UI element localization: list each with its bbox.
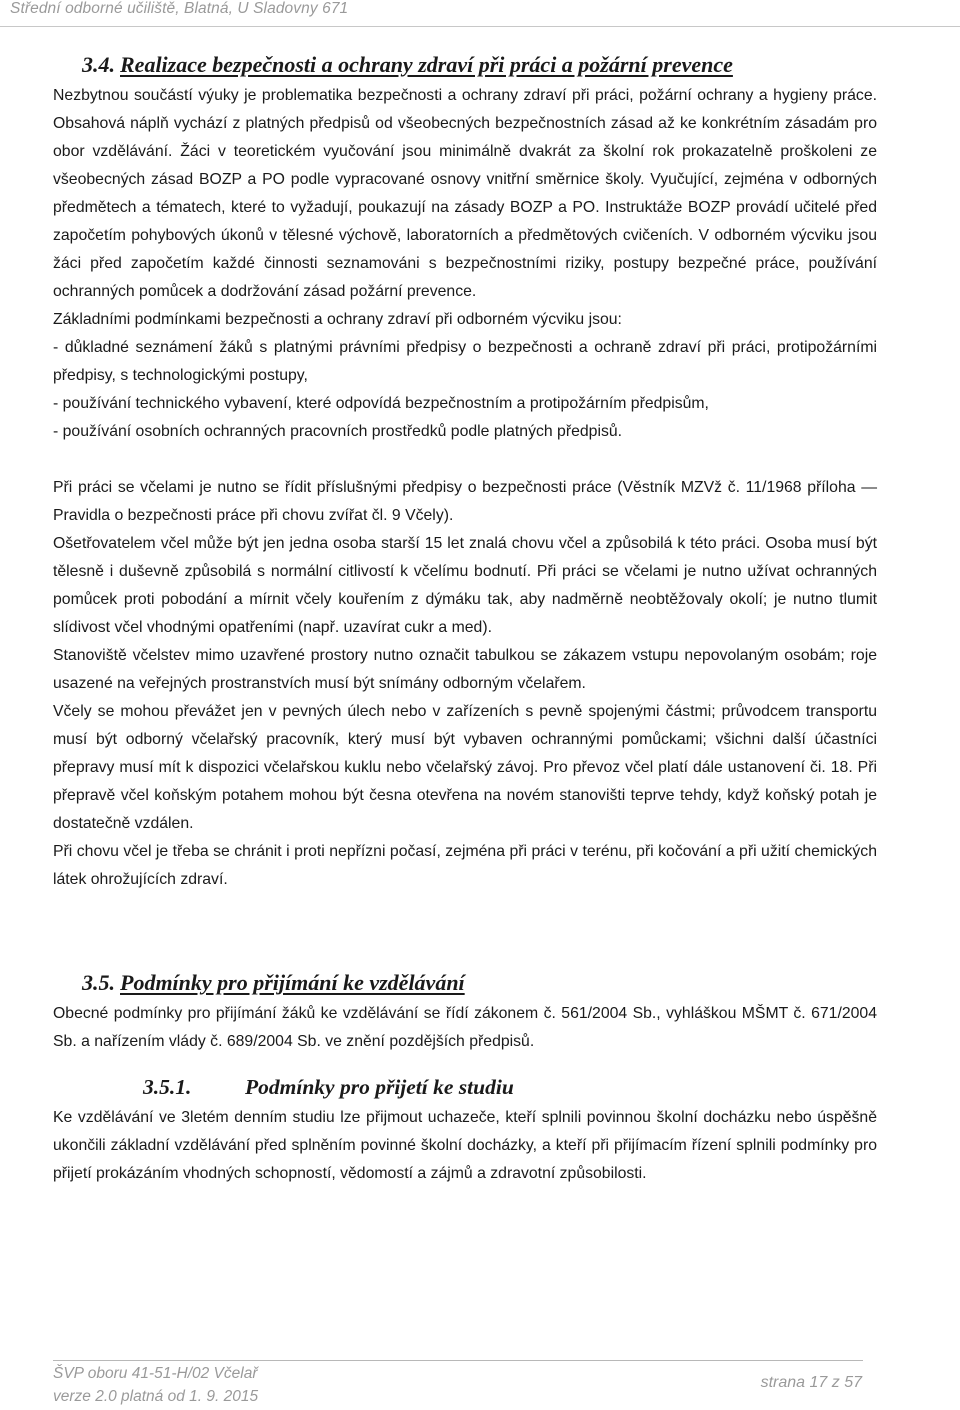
paragraph: Včely se mohou převážet jen v pevných úlech nebo v zařízeních s pevně spojenými částmi; průvodcem transportu musí být odborný včelařský pracovník, který musí být vybaven ochrannými pomůckami; všichni další účastníci přepravy musí mít k dispozici včelařskou kuklu nebo včelařský závoj. Pro převoz včel platí dále ustanovení či. 18. Při přepravě včel koňským potahem mohou být česna otevřena na novém stanovišti teprve tehdy, když koňský potah je dostatečně vzdálen. <box>53 703 877 832</box>
spacer <box>53 1056 877 1070</box>
section-number: 3.4. <box>82 52 115 77</box>
paragraph: Nezbytnou součástí výuky je problematika bezpečnosti a ochrany zdraví při práci, požární ochrany a hygieny práce. Obsahová náplň vychází z platných předpisů od všeobecných bezpečnostních zásad až ke konkrétním zásadám pro obor vzdělávání. Žáci v teoretickém vyučování jsou minimálně dvakrát za školní rok prokazatelně proškoleni ze všeobecných zásad BOZP a PO podle vypracované osnovy vnitřní směrnice školy. Vyučující, zejména v odborných předmětech a tématech, které to vyžadují, poukazují na zásady BOZP a PO. Instruktáže BOZP provádí učitelé před započetím pohybových úkonů v tělesné výchově, laboratorních a předmětových cvičeních. V odborném výcviku jsou žáci před započetím každé činnosti seznamováni s bezpečnostními riziky, postupy bezpečné práce, používání ochranných pomůcek a dodržování zásad požární prevence. <box>53 87 877 300</box>
section-title: Podmínky pro přijímání ke vzdělávání <box>120 970 465 995</box>
footer-divider <box>53 1360 863 1361</box>
paragraph: Základními podmínkami bezpečnosti a ochrany zdraví při odborném výcviku jsou: <box>53 311 622 328</box>
section-heading-3-5 <box>53 966 877 1000</box>
paragraph: Ke vzdělávání ve 3letém denním studiu lze přijmout uchazeče, kteří splnili povinnou školní docházku nebo úspěšně ukončili základní vzdělávání před splněním povinné školní docházky, a kteří při přijímacím řízení splnili podmínky pro přijetí prokázáním vhodných schopností, vědomostí a zájmů a zdravotní způsobilosti. <box>53 1109 877 1182</box>
paragraph: Obecné podmínky pro přijímání žáků ke vzdělávání se řídí zákonem č. 561/2004 Sb., vyhláškou MŠMT č. 671/2004 Sb. a nařízením vlády č. 689/2004 Sb. ve znění pozdějších předpisů. <box>53 1005 877 1050</box>
section-number: 3.5. <box>82 970 115 995</box>
footer-program-info <box>53 1362 258 1408</box>
subsection-number: 3.5.1. <box>143 1075 192 1099</box>
list-item: - důkladné seznámení žáků s platnými právními předpisy o bezpečnosti a ochraně zdraví při práci, protipožárními předpisy, s technologickými postupy, <box>53 339 877 384</box>
section-heading-3-4 <box>53 48 877 82</box>
list-item: - používání technického vybavení, které odpovídá bezpečnostním a protipožárním předpisům, <box>53 395 709 412</box>
paragraph: Při práci se včelami je nutno se řídit příslušnými předpisy o bezpečnosti práce (Věstník MZVž č. 11/1968 příloha — Pravidla o bezpečnosti práce při chovu zvířat čl. 9 Včely). <box>53 479 877 524</box>
section-title: Realizace bezpečnosti a ochrany zdraví při práci a požární prevence <box>120 52 733 77</box>
paragraph: Ošetřovatelem včel může být jen jedna osoba starší 15 let znalá chovu včel a způsobilá k této práci. Osoba musí být tělesně i duševně způsobilá s normální citlivostí k včelímu bodnutí. Při práci se včelami je nutno užívat ochranných pomůcek proti pobodání a mírnit včely kouřením z dýmáku tak, aby nadměrně neobtěžovaly okolí; je nutno tlumit slídivost včel vhodnými opatřeními (např. uzavírat cukr a med). <box>53 535 877 636</box>
footer-program: ŠVP oboru 41-51-H/02 Včelař <box>53 1365 258 1382</box>
spacer <box>53 446 877 474</box>
footer-version: verze 2.0 platná od 1. 9. 2015 <box>53 1388 259 1405</box>
header-divider <box>0 26 960 27</box>
paragraph: Stanoviště včelstev mimo uzavřené prostory nutno označit tabulkou se zákazem vstupu nepovolaným osobám; roje usazené na veřejných prostranstvích musí být snímány odborným včelařem. <box>53 647 877 692</box>
subsection-heading-3-5-1 <box>53 1070 877 1104</box>
page-content <box>53 48 877 1188</box>
running-header: Střední odborné učiliště, Blatná, U Sladovny 671 <box>10 0 349 17</box>
paragraph: Při chovu včel je třeba se chránit i proti nepřízni počasí, zejména při práci v terénu, při kočování a při užití chemických látek ohrožujících zdraví. <box>53 843 877 888</box>
list-item: - používání osobních ochranných pracovních prostředků podle platných předpisů. <box>53 423 623 440</box>
subsection-title: Podmínky pro přijetí ke studiu <box>245 1075 514 1099</box>
spacer <box>53 894 877 966</box>
page-number: strana 17 z 57 <box>760 1374 862 1391</box>
